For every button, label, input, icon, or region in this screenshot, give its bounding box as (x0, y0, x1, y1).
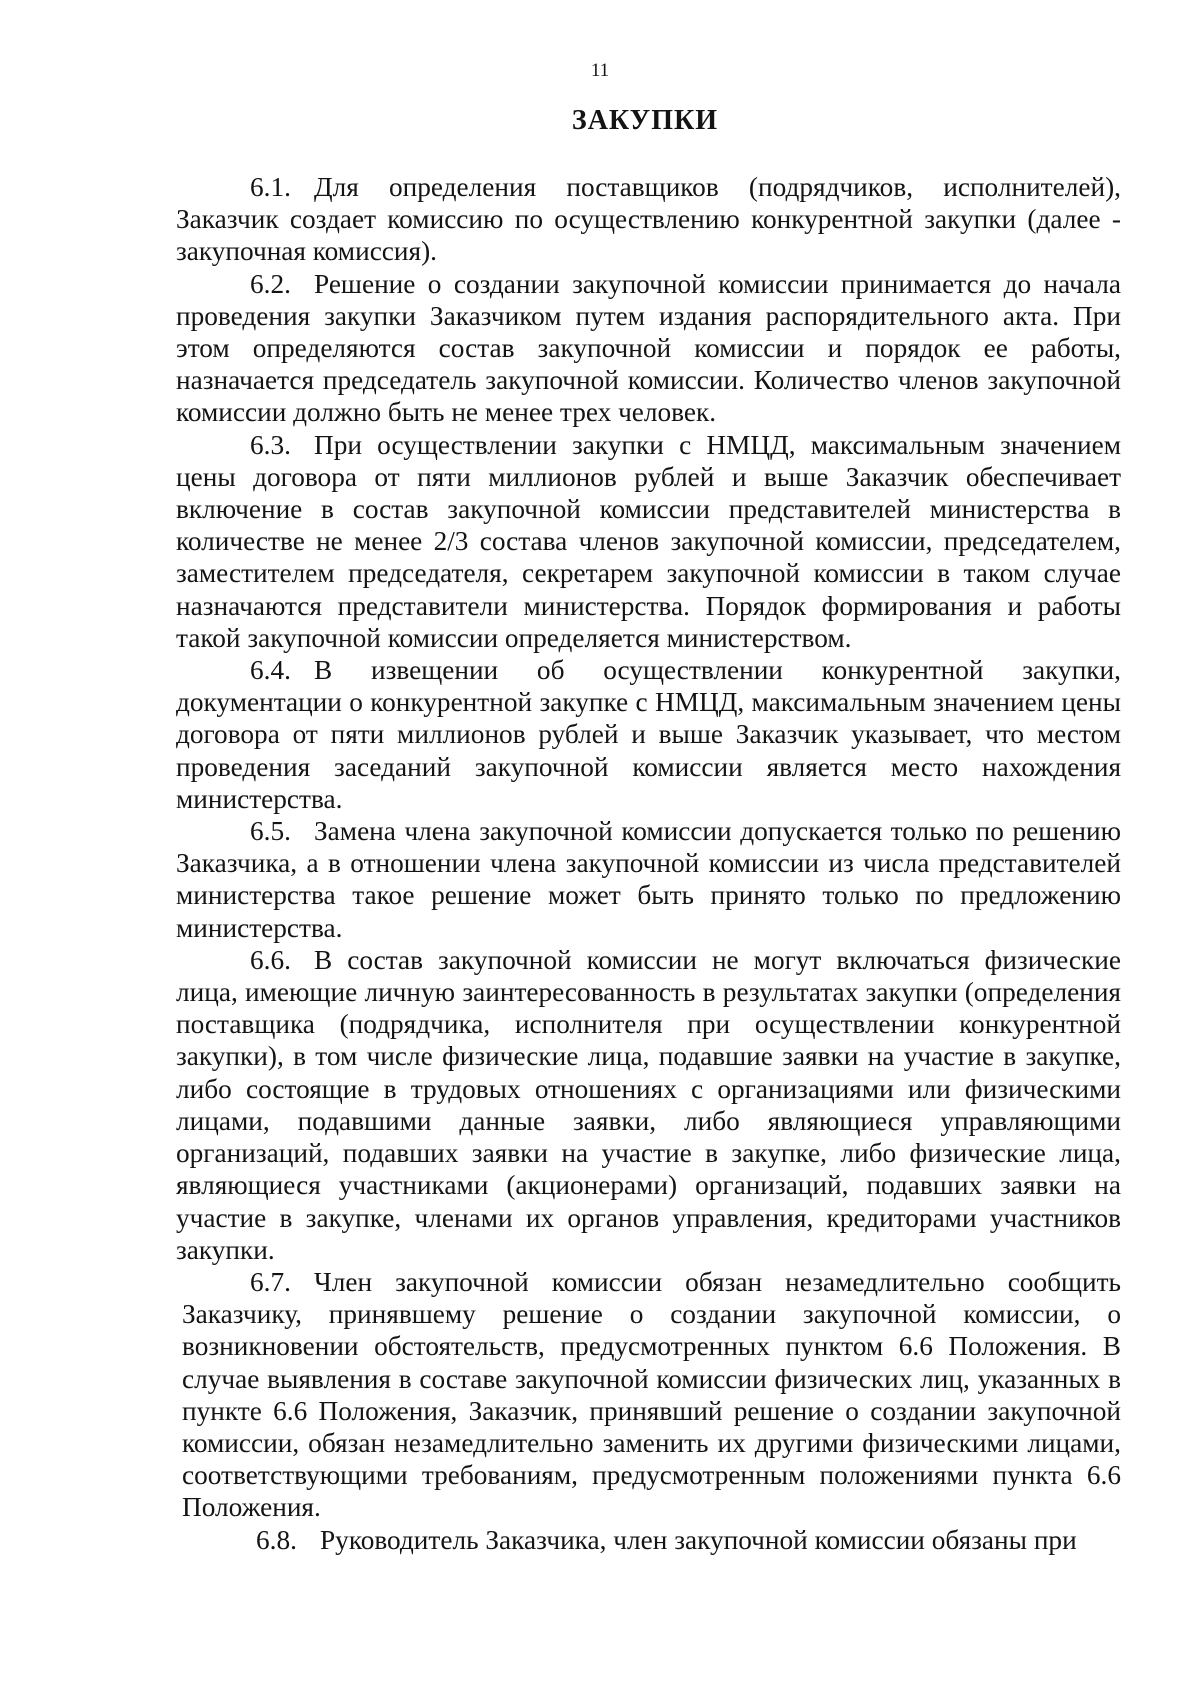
paragraph-text: Решение о создании закупочной комиссии принимается до начала проведения закупки Заказчиком путем издания распорядительного акта. При этом определяются состав закупочной комиссии и порядок ее работы, назначается председатель закупочной комиссии. Количество членов закупочной комиссии должно быть не менее трех человек. (176, 268, 1121, 428)
paragraph-6-1 (176, 171, 1121, 268)
paragraph-text: В состав закупочной комиссии не могут включаться физические лица, имеющие личную заинтересованность в результатах закупки (определения поставщика (подрядчика, исполнителя при осуществлении конкурентной закупки), в том числе физические лица, подавшие заявки на участие в закупке, либо состоящие в трудовых отношениях с организациями или физическими лицами, подавшими данные заявки, либо являющиеся управляющими организаций, подавших заявки на участие в закупке, либо физические лица, являющиеся участниками (акционерами) организаций, подавших заявки на участие в закупке, членами их органов управления, кредиторами участников закупки. (176, 944, 1121, 1265)
paragraph-6-7 (176, 1266, 1121, 1524)
paragraph-6-2 (176, 268, 1121, 429)
paragraph-text: Для определения поставщиков (подрядчиков, исполнителей), Заказчик создает комиссию по осуществлению конкурентной закупки (далее - закупочная комиссия). (176, 172, 1121, 267)
paragraph-number: 6.3. (250, 429, 291, 460)
paragraph-number: 6.5. (250, 816, 291, 847)
paragraph-6-4 (176, 654, 1121, 815)
section-heading: ЗАКУПКИ (571, 105, 719, 136)
document-body (176, 171, 1121, 1556)
paragraph-text: В извещении об осуществлении конкурентной закупки, документации о конкурентной закупке с НМЦД, максимальным значением цены договора от пяти миллионов рублей и выше Заказчик указывает, что местом проведения заседаний закупочной комиссии является место нахождения министерства. (176, 655, 1121, 814)
paragraph-6-3 (176, 429, 1121, 654)
paragraph-text: Член закупочной комиссии обязан незамедлительно сообщить Заказчику, принявшему решение о создании закупочной комиссии, о возникновении обстоятельств, предусмотренных пунктом 6.6 Положения. В случае выявления в составе закупочной комиссии физических лиц, указанных в пункте 6.6 Положения, Заказчик, принявший решение о создании закупочной комиссии, обязан незамедлительно заменить их другими физическими лицами, соответствующими требованиям, предусмотренным положениями пункта 6.6 Положения. (182, 1266, 1121, 1523)
paragraph-number: 6.4. (250, 655, 291, 686)
paragraph-number: 6.6. (250, 944, 291, 975)
paragraph-text: При осуществлении закупки с НМЦД, максимальным значением цены договора от пяти миллионов рублей и выше Заказчик обеспечивает включение в состав закупочной комиссии представителей министерства в количестве не менее 2/3 состава членов закупочной комиссии, председателем, заместителем председателя, секретарем закупочной комиссии в таком случае назначаются представители министерства. Порядок формирования и работы такой закупочной комиссии определяется министерством. (176, 429, 1121, 653)
page-number: 11 (590, 60, 610, 81)
paragraph-number: 6.7. (250, 1266, 291, 1297)
paragraph-text: Замена члена закупочной комиссии допускается только по решению Заказчика, а в отношении члена закупочной комиссии из числа представителей министерства такое решение может быть принято только по предложению министерства. (176, 816, 1121, 943)
paragraph-number: 6.2. (250, 268, 291, 299)
paragraph-number: 6.1. (250, 172, 291, 202)
paragraph-number: 6.8. (256, 1524, 297, 1555)
paragraph-6-5 (176, 815, 1121, 944)
paragraph-6-8 (176, 1524, 1121, 1556)
paragraph-6-6 (176, 944, 1121, 1266)
paragraph-text: Руководитель Заказчика, член закупочной комиссии обязаны при (320, 1524, 1077, 1555)
